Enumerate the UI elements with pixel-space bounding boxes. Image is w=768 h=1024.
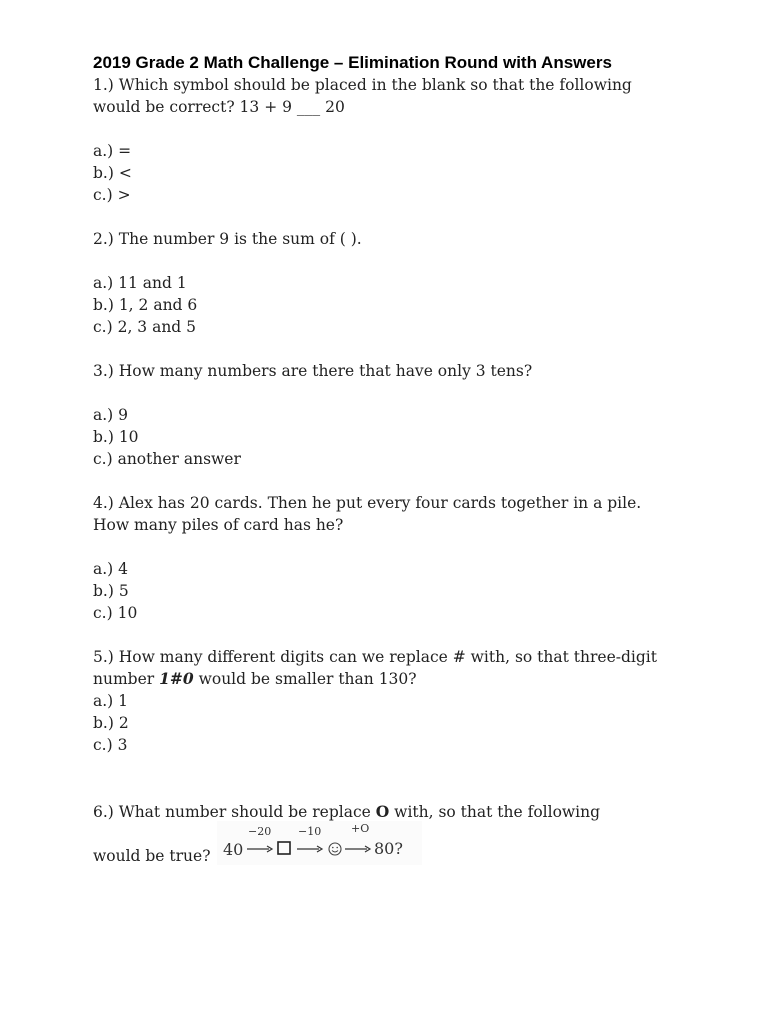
question-5-option-c: c.) 3 bbox=[93, 736, 128, 754]
question-3-option-c: c.) another answer bbox=[93, 450, 241, 468]
document-title: 2019 Grade 2 Math Challenge – Elimination Round with Answers bbox=[93, 53, 612, 72]
question-6-line-2 bbox=[93, 823, 678, 867]
chain-op-2: −10 bbox=[297, 825, 321, 838]
question-5-text-after: would be smaller than 130? bbox=[193, 670, 417, 688]
question-2-option-b: b.) 1, 2 and 6 bbox=[93, 296, 198, 314]
question-1-option-b: b.) < bbox=[93, 164, 132, 182]
question-6-text-line2: would be true? bbox=[93, 847, 211, 865]
chain-op-1: −20 bbox=[247, 825, 271, 838]
question-3-option-a: a.) 9 bbox=[93, 406, 129, 424]
question-2-option-c: c.) 2, 3 and 5 bbox=[93, 318, 197, 336]
question-5-text bbox=[93, 646, 678, 690]
document-page bbox=[93, 52, 678, 867]
chain-start-value: 40 bbox=[222, 840, 243, 859]
question-6-text-before: 6.) What number should be replace bbox=[93, 803, 376, 821]
question-6-text bbox=[93, 801, 678, 823]
question-5-option-b: b.) 2 bbox=[93, 714, 129, 732]
question-2-text: 2.) The number 9 is the sum of ( ). bbox=[93, 230, 362, 248]
question-4-option-c: c.) 10 bbox=[93, 604, 138, 622]
question-4-option-a: a.) 4 bbox=[93, 560, 129, 578]
chain-end-value: 80? bbox=[373, 839, 403, 858]
chain-op-3: +O bbox=[350, 822, 369, 835]
question-1-option-c: c.) > bbox=[93, 186, 131, 204]
question-4-text: 4.) Alex has 20 cards. Then he put every four cards together in a pile. How many piles of card has he? bbox=[93, 494, 642, 534]
question-3-option-b: b.) 10 bbox=[93, 428, 139, 446]
question-4-option-b: b.) 5 bbox=[93, 582, 129, 600]
question-6-text-after: with, so that the following bbox=[389, 803, 601, 821]
question-3-text: 3.) How many numbers are there that have only 3 tens? bbox=[93, 362, 533, 380]
question-5-number-pattern: 1#0 bbox=[159, 669, 194, 688]
question-1-option-a: a.) = bbox=[93, 142, 132, 160]
operation-chain-diagram bbox=[217, 821, 422, 865]
question-6-symbol: O bbox=[375, 802, 390, 821]
question-5-option-a: a.) 1 bbox=[93, 692, 129, 710]
question-1-text: 1.) Which symbol should be placed in the blank so that the following would be correct? 13 + 9 ___ 20 bbox=[93, 76, 632, 116]
question-5-text-before: 5.) How many different digits can we replace # with, so that three-digit number bbox=[93, 648, 657, 688]
question-2-option-a: a.) 11 and 1 bbox=[93, 274, 187, 292]
